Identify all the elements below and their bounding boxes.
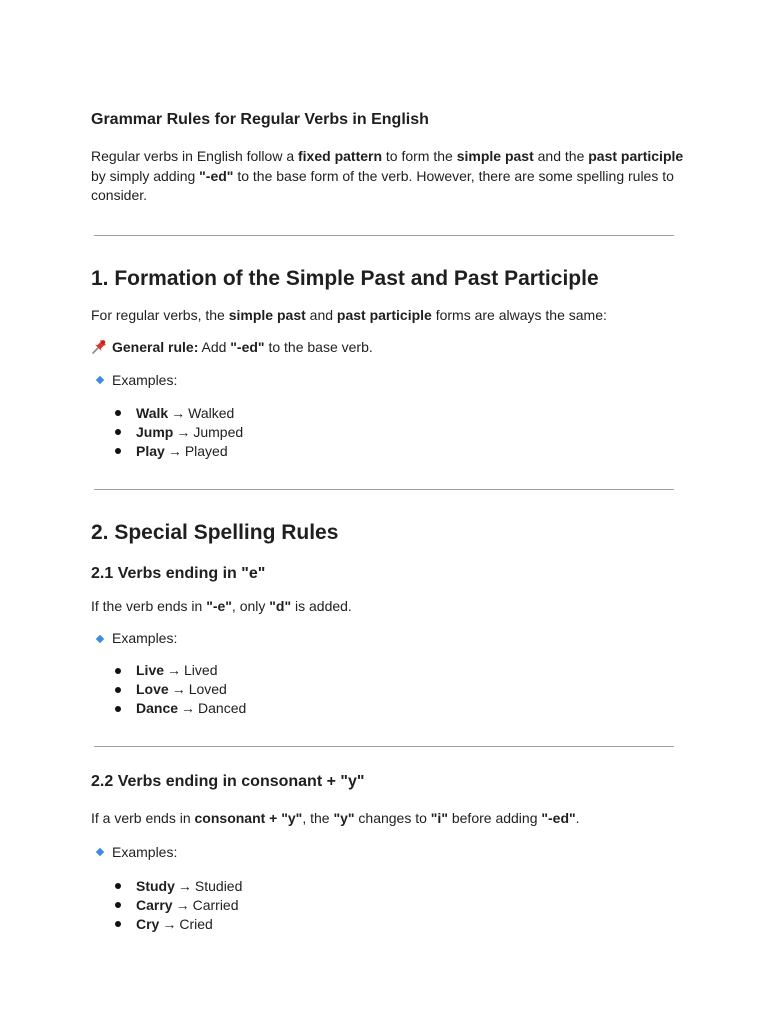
list-item: Carry → Carried: [91, 896, 691, 915]
divider: [94, 746, 674, 747]
section-1-paragraph: For regular verbs, the simple past and past participle forms are always the same:: [91, 306, 607, 323]
bullet-icon: [115, 448, 121, 454]
list-item: Dance → Danced: [91, 699, 691, 718]
subsection-2-2-paragraph: If a verb ends in consonant + "y", the "y" changes to "i" before adding "-ed".: [91, 810, 580, 826]
section-1-heading: 1. Formation of the Simple Past and Past Participle: [91, 266, 599, 290]
intro-paragraph: Regular verbs in English follow a fixed pattern to form the simple past and the past participle by simply adding "-ed" to the base form of the verb. However, there are some spelling rules to consider.: [91, 148, 684, 203]
bullet-icon: [115, 429, 121, 435]
list-item: Live → Lived: [91, 661, 691, 680]
list-item: Walk → Walked: [91, 404, 691, 423]
bullet-icon: [115, 668, 121, 674]
subsection-2-1-paragraph: If the verb ends in "-e", only "d" is added.: [91, 597, 352, 614]
divider: [94, 235, 674, 236]
blue-diamond-icon: [96, 848, 104, 856]
examples-list: [91, 404, 691, 461]
section-2-heading: 2. Special Spelling Rules: [91, 520, 339, 544]
pushpin-icon: [91, 338, 109, 358]
examples-label: Examples:: [91, 629, 691, 648]
bullet-icon: [115, 883, 121, 889]
subsection-2-1-heading: 2.1 Verbs ending in "e": [91, 564, 266, 582]
document-title: Grammar Rules for Regular Verbs in English: [91, 111, 429, 128]
list-item: Love → Loved: [91, 680, 691, 699]
document-page: [91, 110, 691, 934]
examples-list: [91, 661, 691, 718]
list-item: Cry → Cried: [91, 915, 691, 934]
subsection-2-2-heading: 2.2 Verbs ending in consonant + "y": [91, 773, 365, 790]
examples-list: [91, 877, 691, 934]
list-item: Play → Played: [91, 442, 691, 461]
bullet-icon: [115, 921, 121, 927]
list-item: Jump → Jumped: [91, 423, 691, 442]
blue-diamond-icon: [96, 634, 104, 642]
examples-label: Examples:: [91, 843, 691, 862]
divider: [94, 489, 674, 490]
bullet-icon: [115, 687, 121, 693]
list-item: Study → Studied: [91, 877, 691, 896]
general-rule: General rule: Add "-ed" to the base verb.: [91, 338, 691, 358]
bullet-icon: [115, 902, 121, 908]
examples-label: Examples:: [91, 371, 691, 390]
blue-diamond-icon: [96, 376, 104, 384]
bullet-icon: [115, 410, 121, 416]
bullet-icon: [115, 706, 121, 712]
